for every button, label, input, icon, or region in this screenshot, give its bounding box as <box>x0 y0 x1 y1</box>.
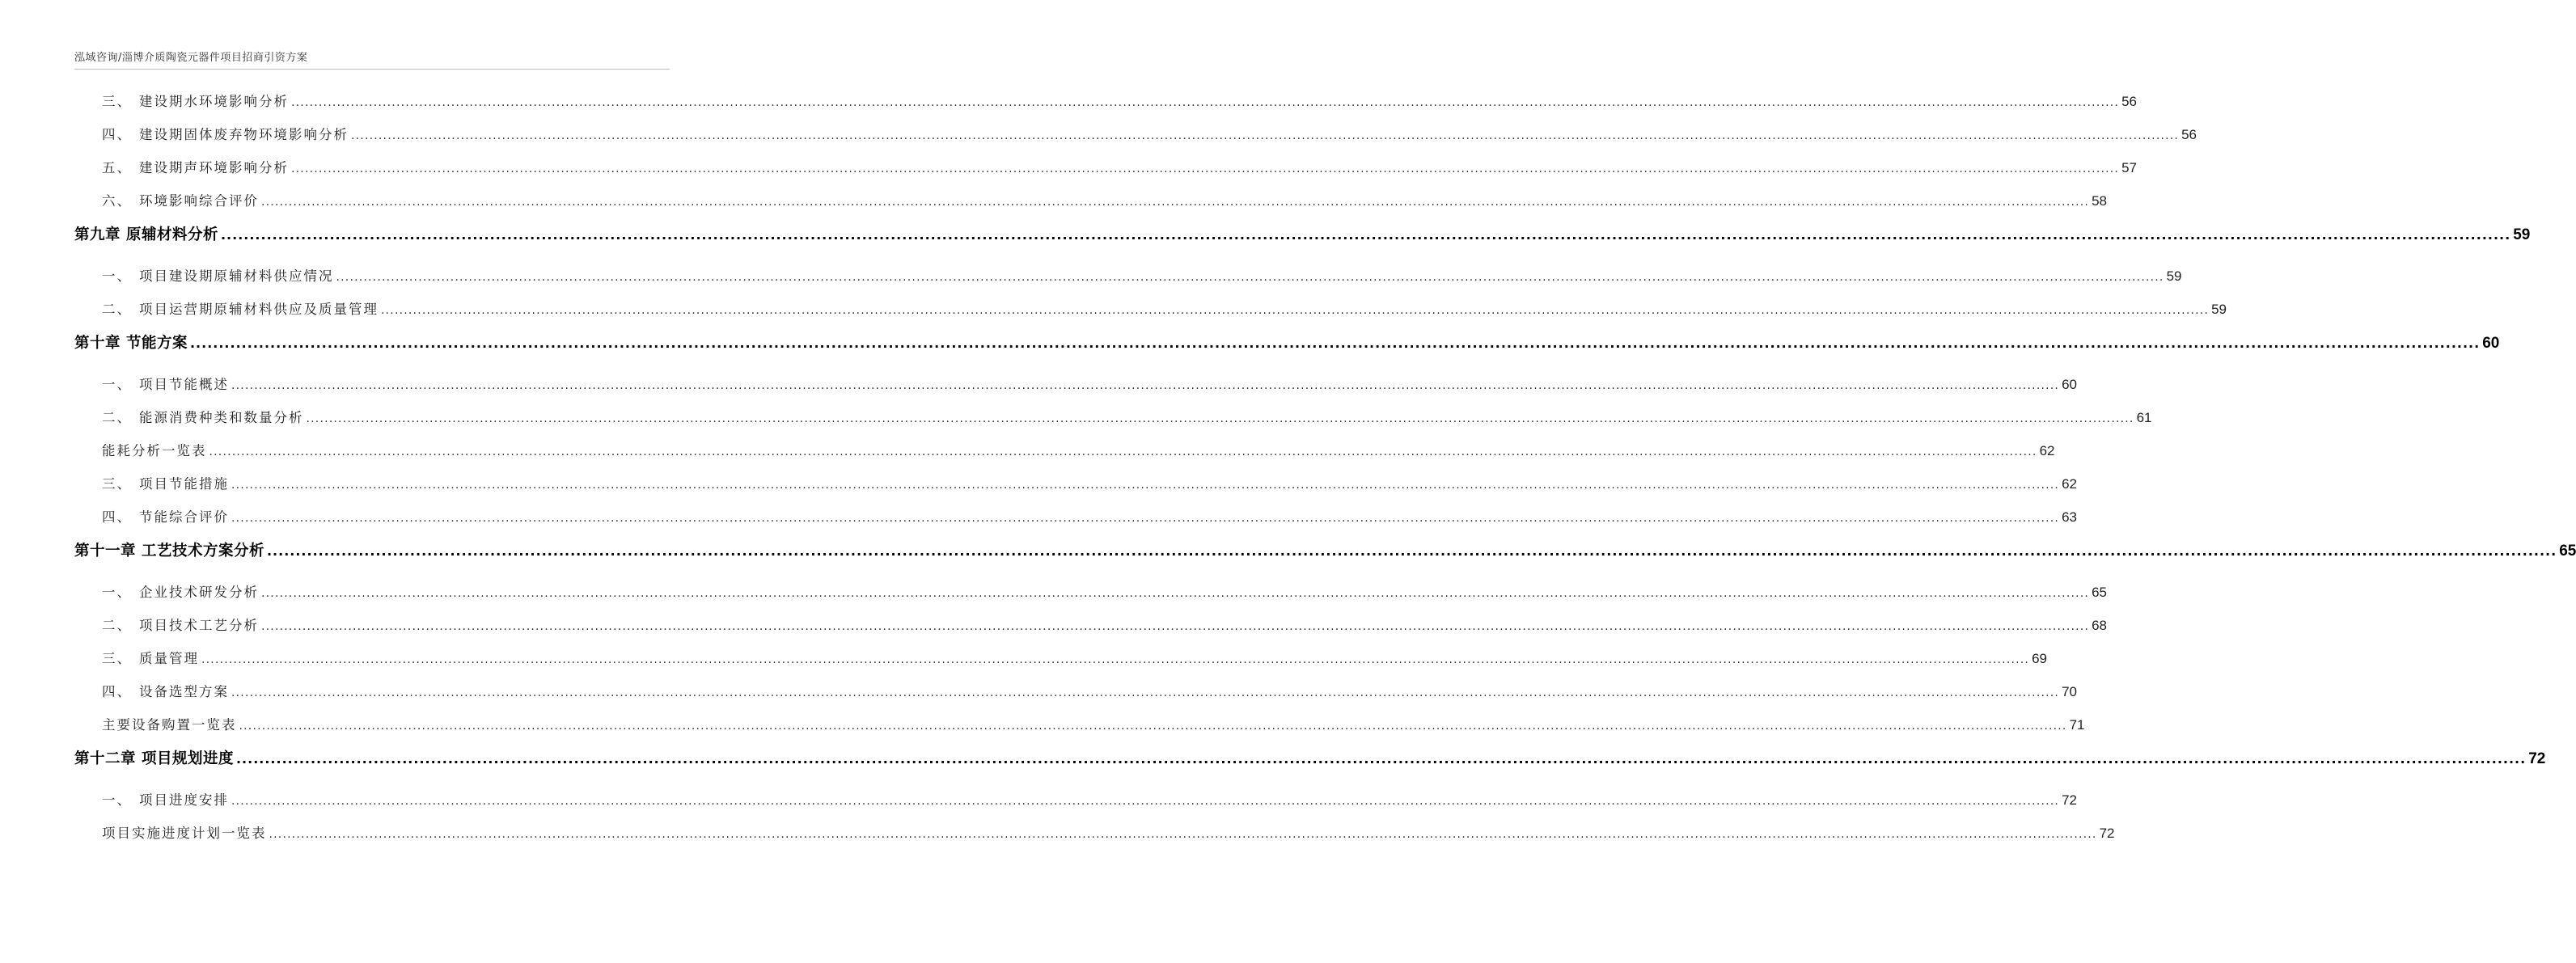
toc-leader-dots: ................................................................................................................................................................................................................................................................................................................................................................................................................ <box>381 304 2210 317</box>
page-header: 泓域咨询/淄博介质陶瓷元器件项目招商引资方案 <box>74 49 670 70</box>
toc-entry-text: 第十章 节能方案 <box>74 335 188 352</box>
toc-page-number: 61 <box>2136 410 2152 425</box>
toc-leader-dots: ................................................................................................................................................................................................................................................................................................................................................................................................................ <box>306 412 2134 425</box>
toc-entry-text: 项目节能概述 <box>139 377 229 392</box>
toc-entry-text: 建设期水环境影响分析 <box>139 94 289 109</box>
toc-entry-title <box>102 190 259 209</box>
toc-entry-title <box>102 440 207 459</box>
toc-section-entry[interactable] <box>74 190 2107 223</box>
toc-leader-dots: ................................................................................................................................................................................................................................................................................................................................................................................................................ <box>291 163 2120 175</box>
toc-entry-title <box>102 681 229 700</box>
toc-entry-text: 企业技术研发分析 <box>139 585 259 600</box>
toc-leader-dots: ................................................................................................................................................................................................................................................................................................................................................................................................................ <box>220 227 2511 243</box>
toc-table-entry[interactable] <box>74 822 2115 855</box>
toc-entry-number: 二、 <box>102 410 132 425</box>
toc-chapter-entry[interactable] <box>74 223 2531 265</box>
toc-chapter-entry[interactable] <box>74 332 2500 374</box>
toc-entry-text: 项目建设期原辅材料供应情况 <box>139 268 334 284</box>
toc-leader-dots: ................................................................................................................................................................................................................................................................................................................................................................................................................ <box>261 620 2090 633</box>
toc-entry-title <box>102 374 229 393</box>
toc-page-number: 60 <box>2482 335 2500 352</box>
toc-entry-text: 节能综合评价 <box>139 509 229 525</box>
toc-leader-dots: ................................................................................................................................................................................................................................................................................................................................................................................................................ <box>235 751 2527 767</box>
toc-page-number: 63 <box>2062 509 2077 525</box>
toc-entry-title <box>102 789 229 809</box>
toc-leader-dots: ................................................................................................................................................................................................................................................................................................................................................................................................................ <box>231 512 2060 525</box>
toc-entry-text: 项目进度安排 <box>139 792 229 808</box>
toc-entry-text: 建设期固体废弃物环境影响分析 <box>139 127 349 142</box>
toc-leader-dots: ................................................................................................................................................................................................................................................................................................................................................................................................................ <box>231 379 2060 392</box>
toc-table-entry[interactable] <box>74 714 2085 747</box>
toc-page-number: 72 <box>2062 792 2077 808</box>
toc-page-number: 56 <box>2121 94 2137 109</box>
toc-entry-title <box>102 615 259 634</box>
toc-section-entry[interactable] <box>74 407 2152 440</box>
toc-entry-text: 项目实施进度计划一览表 <box>102 826 267 841</box>
toc-entry-number: 四、 <box>102 127 132 142</box>
toc-entry-title <box>102 91 289 110</box>
table-of-contents <box>74 91 2576 855</box>
toc-entry-text: 设备选型方案 <box>139 684 229 699</box>
toc-entry-number: 三、 <box>102 94 132 109</box>
toc-section-entry[interactable] <box>74 124 2197 157</box>
toc-entry-text: 项目运营期原辅材料供应及质量管理 <box>139 302 379 317</box>
toc-entry-number: 一、 <box>102 585 132 600</box>
toc-entry-title <box>102 298 379 318</box>
toc-section-entry[interactable] <box>74 91 2137 124</box>
toc-entry-text: 环境影响综合评价 <box>139 193 259 209</box>
toc-section-entry[interactable] <box>74 157 2137 190</box>
toc-section-entry[interactable] <box>74 789 2077 822</box>
toc-page-number: 60 <box>2062 377 2077 392</box>
toc-section-entry[interactable] <box>74 615 2107 648</box>
toc-page-number: 58 <box>2092 193 2107 209</box>
toc-page-number: 72 <box>2528 750 2546 767</box>
toc-section-entry[interactable] <box>74 648 2047 681</box>
toc-entry-title <box>102 407 304 426</box>
toc-table-entry[interactable] <box>74 440 2055 473</box>
toc-entry-number: 三、 <box>102 651 132 666</box>
toc-entry-title <box>74 223 218 244</box>
toc-entry-title <box>102 822 267 842</box>
toc-page-number: 65 <box>2092 585 2107 600</box>
toc-page-number: 56 <box>2181 127 2197 142</box>
toc-entry-text: 能源消费种类和数量分析 <box>139 410 304 425</box>
toc-entry-text: 能耗分析一览表 <box>102 443 207 458</box>
toc-page-number: 57 <box>2121 160 2137 175</box>
toc-entry-number: 二、 <box>102 618 132 633</box>
toc-page-number: 69 <box>2032 651 2047 666</box>
toc-page-number: 59 <box>2513 226 2531 243</box>
toc-leader-dots: ................................................................................................................................................................................................................................................................................................................................................................................................................ <box>261 587 2090 600</box>
toc-entry-number: 一、 <box>102 268 132 284</box>
toc-entry-title <box>102 157 289 176</box>
toc-entry-title <box>74 539 264 560</box>
toc-entry-title <box>102 506 229 526</box>
toc-leader-dots: ................................................................................................................................................................................................................................................................................................................................................................................................................ <box>209 446 2037 458</box>
toc-entry-title <box>74 332 188 353</box>
toc-page-number: 59 <box>2166 268 2182 284</box>
toc-page-number: 62 <box>2062 476 2077 492</box>
toc-entry-title <box>102 581 259 601</box>
toc-entry-number: 一、 <box>102 792 132 808</box>
toc-leader-dots: ................................................................................................................................................................................................................................................................................................................................................................................................................ <box>231 479 2060 492</box>
toc-entry-text: 第十一章 工艺技术方案分析 <box>74 543 264 560</box>
toc-page-number: 68 <box>2092 618 2107 633</box>
toc-page-number: 65 <box>2559 543 2576 560</box>
toc-leader-dots: ................................................................................................................................................................................................................................................................................................................................................................................................................ <box>351 129 2180 142</box>
toc-entry-number: 二、 <box>102 302 132 317</box>
toc-entry-title <box>102 648 199 667</box>
toc-section-entry[interactable] <box>74 298 2227 332</box>
toc-page-number: 62 <box>2039 443 2055 458</box>
toc-entry-title <box>102 473 229 492</box>
toc-entry-text: 主要设备购置一览表 <box>102 717 237 733</box>
toc-leader-dots: ................................................................................................................................................................................................................................................................................................................................................................................................................ <box>261 196 2090 209</box>
toc-leader-dots: ................................................................................................................................................................................................................................................................................................................................................................................................................ <box>189 336 2481 351</box>
toc-leader-dots: ................................................................................................................................................................................................................................................................................................................................................................................................................ <box>239 720 2067 733</box>
toc-leader-dots: ................................................................................................................................................................................................................................................................................................................................................................................................................ <box>266 543 2557 559</box>
toc-page-number: 70 <box>2062 684 2077 699</box>
toc-entry-text: 质量管理 <box>139 651 199 666</box>
toc-section-entry[interactable] <box>74 506 2077 539</box>
toc-entry-text: 第十二章 项目规划进度 <box>74 750 234 767</box>
toc-section-entry[interactable] <box>74 374 2077 407</box>
toc-entry-title <box>102 124 349 143</box>
toc-section-entry[interactable] <box>74 265 2182 298</box>
toc-leader-dots: ................................................................................................................................................................................................................................................................................................................................................................................................................ <box>336 271 2164 284</box>
toc-section-entry[interactable] <box>74 473 2077 506</box>
toc-section-entry[interactable] <box>74 681 2077 714</box>
toc-entry-number: 六、 <box>102 193 132 209</box>
toc-page-number: 59 <box>2211 302 2227 317</box>
toc-leader-dots: ................................................................................................................................................................................................................................................................................................................................................................................................................ <box>269 828 2097 841</box>
toc-entry-number: 四、 <box>102 684 132 699</box>
toc-entry-text: 建设期声环境影响分析 <box>139 160 289 175</box>
toc-chapter-entry[interactable] <box>74 747 2546 789</box>
toc-entry-number: 五、 <box>102 160 132 175</box>
toc-chapter-entry[interactable] <box>74 539 2576 581</box>
toc-leader-dots: ................................................................................................................................................................................................................................................................................................................................................................................................................ <box>231 795 2060 808</box>
toc-section-entry[interactable] <box>74 581 2107 615</box>
toc-entry-text: 项目节能措施 <box>139 476 229 492</box>
toc-leader-dots: ................................................................................................................................................................................................................................................................................................................................................................................................................ <box>291 96 2120 109</box>
toc-entry-text: 第九章 原辅材料分析 <box>74 226 218 243</box>
toc-entry-number: 四、 <box>102 509 132 525</box>
toc-page-number: 72 <box>2099 826 2115 841</box>
toc-page-number: 71 <box>2069 717 2085 733</box>
toc-entry-number: 三、 <box>102 476 132 492</box>
toc-leader-dots: ................................................................................................................................................................................................................................................................................................................................................................................................................ <box>231 686 2060 699</box>
toc-entry-title <box>74 747 234 768</box>
toc-entry-number: 一、 <box>102 377 132 392</box>
toc-leader-dots: ................................................................................................................................................................................................................................................................................................................................................................................................................ <box>201 653 2030 666</box>
toc-entry-text: 项目技术工艺分析 <box>139 618 259 633</box>
toc-entry-title <box>102 714 237 733</box>
toc-entry-title <box>102 265 334 285</box>
